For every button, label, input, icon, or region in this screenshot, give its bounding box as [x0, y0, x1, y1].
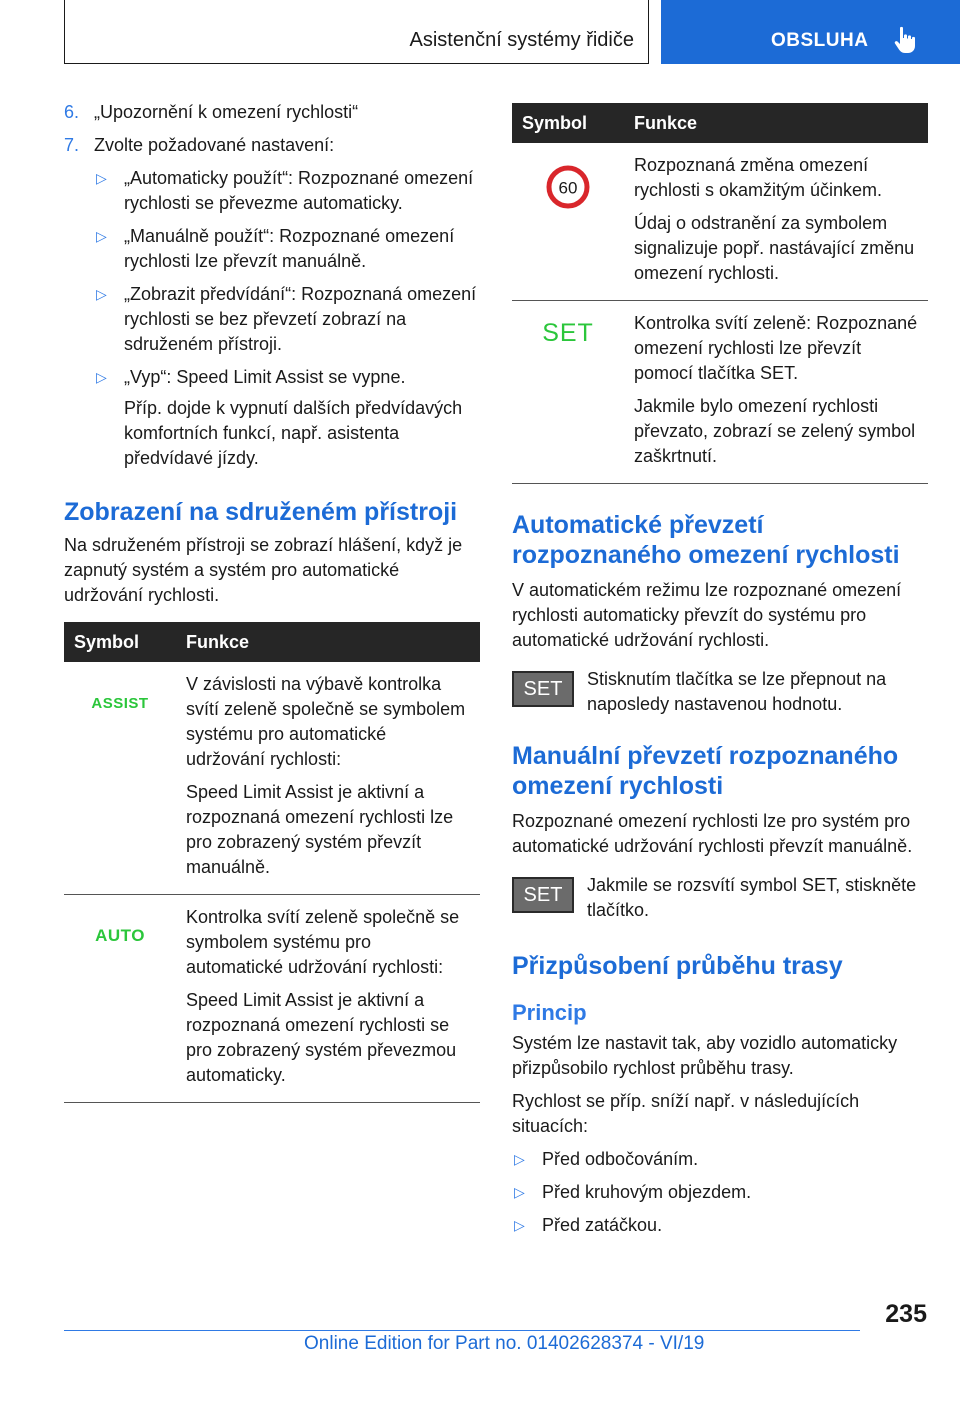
set-button-row — [512, 667, 928, 717]
set-indicator-icon: SET — [542, 319, 594, 347]
option-continuation: Příp. dojde k vypnutí dalších předvídavých komfortních funkcí, např. asistenta předvídavé jízdy. — [124, 398, 463, 468]
option-item — [94, 224, 480, 274]
table-row — [64, 662, 480, 895]
right-column — [512, 103, 928, 1246]
step-text: Zvolte požadované nastavení: — [94, 135, 335, 155]
header-chapter-box — [64, 0, 649, 64]
left-column — [64, 100, 480, 1103]
list-item — [512, 1147, 928, 1172]
option-text: „Manuálně použít“: Rozpoznané omezení rychlosti lze převzít manuálně. — [124, 226, 455, 271]
set-button-row — [512, 873, 928, 923]
triangle-bullet-icon: ▷ — [514, 1151, 525, 1167]
triangle-bullet-icon: ▷ — [96, 228, 107, 244]
table-row — [512, 143, 928, 301]
chapter-title: Asistenční systémy řidiče — [409, 29, 634, 51]
list-item — [512, 1213, 928, 1238]
option-text: „Vyp“: Speed Limit Assist se vypne. — [124, 367, 406, 387]
set-button-icon: SET — [512, 877, 574, 913]
manual-takeover-text: Rozpoznané omezení rychlosti lze pro systém pro automatické udržování rychlosti převzít manuálně. — [512, 811, 913, 856]
section-label: OBSLUHA — [771, 30, 869, 51]
cluster-display-heading: Zobrazení na sdruženém přístroji — [64, 498, 458, 526]
numbered-steps — [64, 100, 480, 158]
situation-text: Před kruhovým objezdem. — [542, 1182, 752, 1202]
cluster-display-intro: Na sdruženém přístroji se zobrazí hlášení, když je zapnutý systém a systém pro automatické udržování rychlosti. — [64, 535, 463, 605]
triangle-bullet-icon: ▷ — [514, 1217, 525, 1233]
function-text: Speed Limit Assist je aktivní a rozpoznaná omezení rychlosti lze pro zobrazený systém převzít manuálně. — [186, 782, 454, 877]
situation-text: Před odbočováním. — [542, 1149, 699, 1169]
table-row — [64, 895, 480, 1103]
principle-heading: Princip — [512, 1000, 587, 1025]
function-text: Údaj o odstranění za symbolem signalizuje popř. nastávající změnu omezení rychlosti. — [634, 213, 915, 283]
step-item — [64, 133, 480, 158]
col-function-header: Funkce — [624, 103, 928, 143]
option-text: „Zobrazit předvídání“: Rozpoznaná omezení rychlosti se bez převzetí zobrazí na sdruženém přístroji. — [124, 284, 477, 354]
principle-text: Rychlost se příp. sníží např. v následujících situacích: — [512, 1091, 860, 1136]
triangle-bullet-icon: ▷ — [96, 369, 107, 385]
footer-divider — [64, 1330, 860, 1331]
col-symbol-header: Symbol — [512, 103, 624, 143]
set-button-description: Jakmile se rozsvítí symbol SET, stiskněte tlačítko. — [587, 875, 917, 920]
auto-takeover-heading: Automatické převzetí rozpoznaného omezení rychlosti — [512, 511, 900, 569]
situation-list — [512, 1147, 928, 1238]
page-number: 235 — [885, 1300, 927, 1328]
set-button-description: Stisknutím tlačítka se lze přepnout na naposledy nastavenou hodnotu. — [587, 669, 887, 714]
table-row — [512, 301, 928, 484]
principle-text: Systém lze nastavit tak, aby vozidlo automaticky přizpůsobilo rychlost průběhu trasy. — [512, 1033, 898, 1078]
pointing-hand-icon — [894, 26, 916, 59]
function-text: Kontrolka svítí zeleně společně se symbolem systému pro automatické udržování rychlosti: — [186, 907, 460, 977]
manual-takeover-heading: Manuální převzetí rozpoznaného omezení rychlosti — [512, 742, 899, 800]
symbol-table-left — [64, 622, 480, 1103]
function-text: Rozpoznaná změna omezení rychlosti s okamžitým účinkem. — [634, 155, 883, 200]
option-text: „Automaticky použít“: Rozpoznané omezení rychlosti se převezme automaticky. — [124, 168, 474, 213]
step-text: „Upozornění k omezení rychlosti“ — [94, 102, 359, 122]
list-item — [512, 1180, 928, 1205]
step-number: 7. — [64, 135, 80, 155]
route-adaptation-heading: Přizpůsobení průběhu trasy — [512, 952, 843, 980]
function-text: Kontrolka svítí zeleně: Rozpoznané omezení rychlosti lze převzít pomocí tlačítka SET. — [634, 313, 918, 383]
step-item — [64, 100, 480, 125]
speed-limit-sign-icon — [546, 165, 590, 216]
option-item — [94, 166, 480, 216]
situation-text: Před zatáčkou. — [542, 1215, 663, 1235]
assist-indicator-icon: ASSIST — [91, 695, 149, 712]
option-item — [94, 365, 480, 390]
step-number: 6. — [64, 102, 80, 122]
col-symbol-header: Symbol — [64, 622, 176, 662]
symbol-table-right — [512, 103, 928, 484]
edition-note: Online Edition for Part no. 01402628374 - VI/19 — [304, 1333, 705, 1354]
function-text: Speed Limit Assist je aktivní a rozpoznaná omezení rychlosti se pro zobrazený systém převezmou automaticky. — [186, 990, 457, 1085]
function-text: Jakmile bylo omezení rychlosti převzato, zobrazí se zelený symbol zaškrtnutí. — [634, 396, 916, 466]
triangle-bullet-icon: ▷ — [514, 1184, 525, 1200]
auto-indicator-icon: AUTO — [95, 926, 145, 945]
set-button-icon: SET — [512, 671, 574, 707]
triangle-bullet-icon: ▷ — [96, 286, 107, 302]
option-item — [94, 282, 480, 357]
setting-options — [94, 166, 480, 390]
auto-takeover-text: V automatickém režimu lze rozpoznané omezení rychlosti automaticky převzít do systému pro automatické udržování rychlosti. — [512, 580, 902, 650]
triangle-bullet-icon: ▷ — [96, 170, 107, 186]
col-function-header: Funkce — [176, 622, 480, 662]
function-text: V závislosti na výbavě kontrolka svítí zeleně společně se symbolem systému pro automatické udržování rychlosti: — [186, 674, 466, 769]
speed-limit-value: 60 — [558, 178, 578, 198]
header-section-tab — [661, 0, 960, 64]
